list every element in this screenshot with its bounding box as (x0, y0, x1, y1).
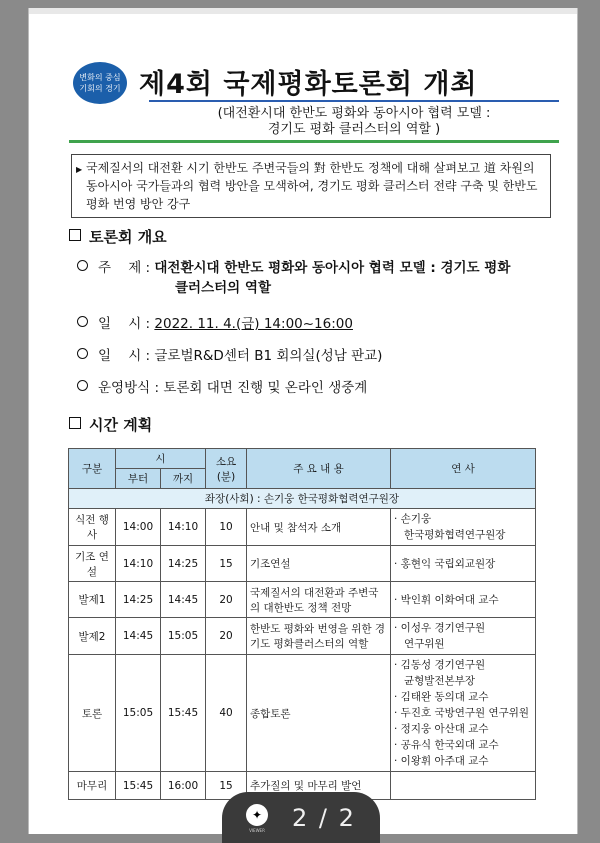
section-divider (69, 140, 559, 143)
circle-bullet-icon (77, 348, 88, 359)
top-edge (29, 8, 577, 14)
title-divider (149, 100, 559, 102)
chair-row: 좌장(사회) : 손기웅 한국평화협력연구원장 (69, 489, 536, 509)
overview-topic: 주 제 : 대전환시대 한반도 평화와 동아시아 협력 모델 : 경기도 평화 클러스터의 역할 (77, 258, 510, 298)
circle-bullet-icon (77, 380, 88, 391)
table-row: 발제1 14:25 14:45 20 국제질서의 대전환과 주변국의 대한반도 정책 전망 · 박인휘 이화여대 교수 (69, 582, 536, 618)
overview-format: 운영방식 : 토론회 대면 진행 및 온라인 생중계 (77, 378, 367, 398)
overview-heading: 토론회 개요 (69, 226, 167, 247)
page-counter: 2 / 2 (292, 804, 356, 832)
table-header-row: 구분 시 소요 (분) 주 요 내 용 연 사 (69, 449, 536, 469)
schedule-table (68, 448, 536, 800)
circle-bullet-icon (77, 260, 88, 271)
table-row: 기조 연설 14:10 14:25 15 기조연설 · 홍현익 국립외교원장 (69, 546, 536, 582)
gyeonggi-logo-icon: 변화의 중심 기회의 경기 (73, 62, 127, 104)
page-subtitle: (대전환시대 한반도 평화와 동아시아 협력 모델 : 경기도 평화 클러스터의 역할 ) (217, 106, 491, 137)
schedule-heading: 시간 계획 (69, 414, 152, 435)
table-row: 토론 15:05 15:45 40 종합토론 · 김동성 경기연구원 균형발전본부장 · 김태완 동의대 교수 · 두진호 국방연구원 연구위원 · 정지웅 아산대 교수 · 공유식 한국외대 교수 · 이왕휘 아주대 교수 (69, 655, 536, 772)
circle-bullet-icon (77, 316, 88, 327)
page-indicator[interactable]: ✦ VIEWER 2 / 2 (222, 792, 380, 843)
square-bullet-icon (69, 417, 81, 429)
page-title: 제4회 국제평화토론회 개최 (139, 69, 478, 100)
summary-box: ▶ 국제질서의 대전환 시기 한반도 주변국들의 對 한반도 정책에 대해 살펴보고 道 차원의 동아시아 국가들과의 협력 방안을 모색하여, 경기도 평화 클러스터 전략 구축 및 한반도 평화 번영 방안 강구 (71, 154, 551, 218)
viewer-app-icon: ✦ (246, 804, 268, 826)
triangle-bullet-icon: ▶ (76, 165, 83, 174)
overview-venue: 일 시 : 글로벌R&D센터 B1 회의실(성남 판교) (77, 346, 382, 366)
table-row: 발제2 14:45 15:05 20 한반도 평화와 번영을 위한 경기도 평화클러스터의 역할 · 이성우 경기연구원 연구위원 (69, 618, 536, 655)
overview-datetime: 일 시 : 2022. 11. 4.(금) 14:00~16:00 (77, 314, 353, 334)
table-row: 식전 행사 14:00 14:10 10 안내 및 참석자 소개 · 손기웅 한국평화협력연구원장 (69, 509, 536, 546)
square-bullet-icon (69, 229, 81, 241)
table-row: 마무리 15:45 16:00 15 추가질의 및 마무리 발언 (69, 772, 536, 800)
table-header-row: 부터 까지 (69, 469, 536, 489)
